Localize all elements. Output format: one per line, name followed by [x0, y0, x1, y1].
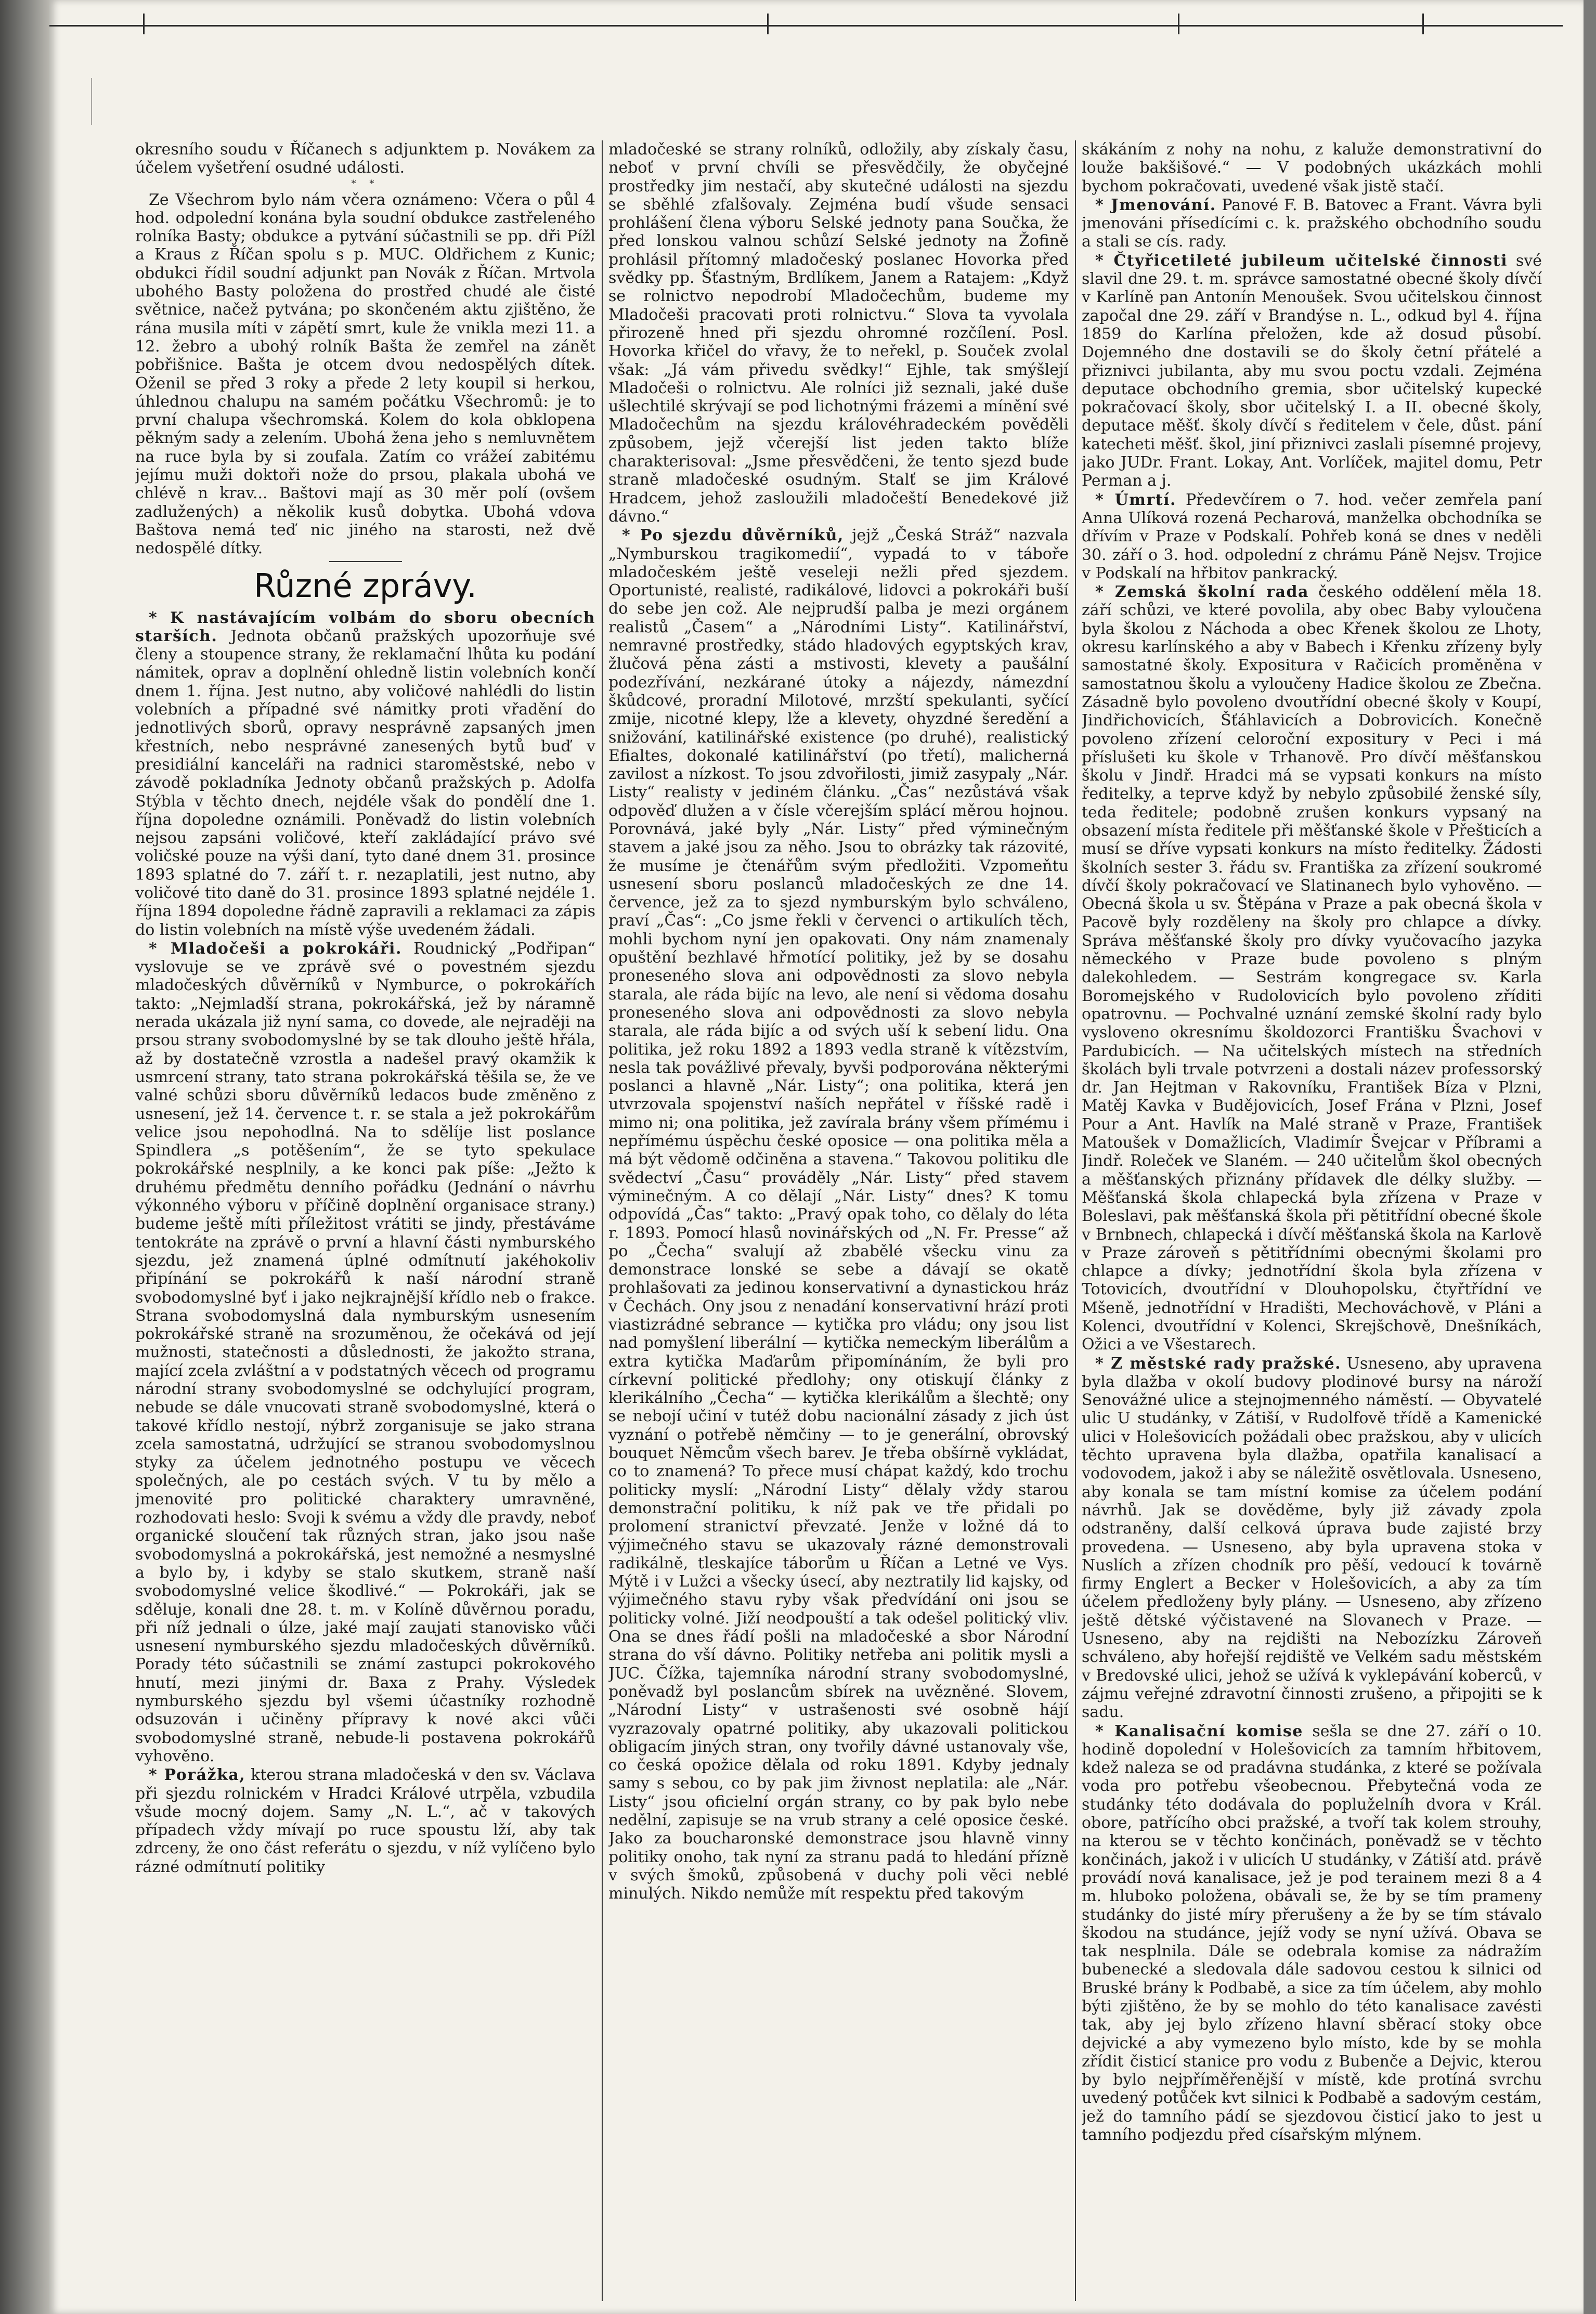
news-item	[608, 526, 1069, 1903]
paragraph: Ze Všechrom bylo nám včera oznámeno: Včera o půl 4 hod. odpolední konána byla soudní obdukce zastřeleného rolníka Basty; obdukce a pytvání súčastnili se pp. dři Pížl a Kraus z Říčan spolu s p. MUC. Oldřichem z Kunic; obdukci řídil soudní adjunkt pan Novák z Říčan. Mrtvola ubohého Basty položena do prostřed chudé ale čisté světnice, načež pytvána; po skončeném aktu zjištěno, že rána musila míti v zápětí smrt, kule že vnikla mezi 11. a 12. žebro a ubohý rolník Bašta že zemřel na zánět pobřišnice. Bašta je otcem dvou nedospělých dítek. Oženil se před 3 roky a přede 2 lety koupil si herkou, úhlednou chalupu na samém počátku Všechromů: je to první chalupa všechromská. Kolem do kola obklopena pěkným sady a zelením. Ubohá žena jeho s nemluvnětem na ruce byla by si zoufala. Zatím co vrážeí zabitému jejímu muži doktoři nože do prsou, plakala ubohá ve chlévě n krav... Baštovi mají as 30 měr polí (ovšem zadlužených) a několik kusů dobytka. Ubohá vdova Baštova nemá teď nic jiného na starosti, než dvě nedospělé dítky.	[135, 190, 595, 558]
bleed-mark	[91, 78, 92, 125]
top-tick	[1422, 14, 1424, 34]
item-text: Předevčírem o 7. hod. večer zemřela paní Anna Ulíková rozená Pecharová, manželka obchodníka se dřívím v Praze v Podskalí. Pohřeb koná se dnes v neděli 30. září o 3. hod. odpolední z chrámu Páně Nejsv. Trojice v Podskalí na hřbitov pankracký.	[1082, 490, 1542, 582]
section-title: Různé zprávy.	[254, 566, 477, 605]
column-1	[135, 140, 595, 2301]
column-3	[1082, 140, 1542, 2301]
separator: * *	[351, 178, 380, 189]
top-rule	[49, 25, 1563, 27]
item-heading: * Zemská školní rada	[1095, 583, 1309, 602]
news-item	[1082, 196, 1542, 251]
top-tick	[1178, 14, 1179, 34]
news-item	[1082, 1722, 1542, 2144]
item-heading: * Po sjezdu důvěrníků,	[622, 526, 844, 545]
item-text: Usneseno, aby upravena byla dlažba v okolí budovy plodinové bursy na nároží Senovážné ulice a stejnojmenného náměstí. — Obyvatelé ulic U studánky, v Zátiší, v Rudolfově třídě a Kamenické ulici v Holešovicích požádali obec pražskou, aby v ulicích těchto upravena byla dlažba, opatřila kanalisací a vodovodem, jakož i aby se náležitě osvětlovala. Usneseno, aby konala se tam místní komise za účelem podání návrhů. Jak se dověděme, byly již závady zpola odstraněny, další celková úprava bude zajisté brzy provedena. — Usneseno, aby byla upravena stoka v Nuslích a zřízen chodník pro pěší, vedoucí k továrně firmy Englert a Becker v Holešovicích, a aby za tím účelem předloženy byly plány. — Usneseno, aby zřízeno ještě dětské výčistavené na Slovanech v Praze. — Usneseno, aby na rejdišti na Nebozízku Zároveň schváleno, aby hořejší rejdiště ve Velkém sadu městském v Bredovské ulici, jehož se užívá k vyklepávání koberců, v zájmu veřejné zdravotní činnosti zrušeno, a připojiti se k sadu.	[1082, 1354, 1542, 1722]
scan-edge	[0, 0, 49, 2314]
column-rule	[1075, 140, 1076, 2301]
column-2	[608, 140, 1069, 2301]
item-text: českého oddělení měla 18. září schůzi, ve které povolila, aby obec Baby vyloučena byla školou z Náchoda a obec Křenek školou ze Lhoty, okresu karlínského a aby v Babech i Křenku zřízeny byly samostatné školy. Expositura v Račicích proměněna v samostatnou školu a vyloučeny Hadice školou ze Zbečna. Zásadně bylo povoleno dvoutřídní obecné školy v Koupí, Jindřichovicích, Šťáhlavicích a Dobrovicích. Konečně povoleno zřízení celoroční expositury v Peci i má příslušeti ku škole v Trhanově. Pro dívčí měšťanskou školu v Jindř. Hradci má se vypsati konkurs na místo ředitelky, a teprve když by nebylo způsobilé ženské síly, teda ředitele; podobně zrušen konkurs vypsaný na obsazení místa ředitele při měšťanské škole v Přešticích a musí se dříve vypsati konkurs na místo ředitelky. Žádosti školních sester 3. řádu sv. Františka za zřízení soukromé dívčí školy pokračovací ve Slatinanech bylo vyhověno. — Obecná škola u sv. Štěpána v Praze a pak obecná škola v Pacově byly rozděleny na školy pro chlapce a dívky. Správa měšťanské školy pro dívky vyučovacího jazyka německého v Praze bude povoleno s plným dalekohledem. — Sestrám kongregace sv. Karla Boromejského v Rudolovicích bylo povoleno zříditi opatrovnu. — Pochvalné uznání zemské školní rady bylo vysloveno okresnímu školdozorci Františku Švachovi v Pardubicích. — Na učitelských místech na středních školách byli trvale potvrzeni a dostali název professorský dr. Jan Hejtman v Rakovníku, František Bíza v Plzni, Matěj Kavka v Budějovicích, Josef Frána v Plzni, Josef Pour a Ant. Havlík na Malé straně v Praze, František Matoušek v Domažlicích, Vladimír Švejcar v Příbrami a Jindř. Roleček ve Slaném. — 240 učitelům škol obecných a měšťanských přiznány přídavek dle délky služby. — Měšťanská škola chlapecká byla zřízena v Praze v Boleslavi, pak měšťanská škola při pětitřídní obecné škole v Brnbnech, chlapecká i dívčí měšťanská škola na Karlově v Praze zároveň s pětitřídními obecnými školami pro chlapce a dívky; jednotřídní škola byla zřízena v Totovicích, dvoutřídní v Dlouhopolsku, čtyřtřídní ve Mšeně, jednotřídní v Hradišti, Mechováchově, v Pláni a Kolenci, dvoutřídní v Kolenci, Skrejšchově, Dnešníkách, Ožici a ve Všestarech.	[1082, 583, 1542, 1354]
item-heading: * Jmenování.	[1095, 196, 1216, 214]
news-item	[135, 940, 595, 1765]
item-heading: * Kanalisační komise	[1095, 1722, 1303, 1740]
news-item	[135, 609, 595, 939]
item-text: jejž „Česká Stráž“ nazvala „Nymburskou tragikomedií“, vypadá to v táboře mladočeském ještě veseleji nežli před sjezdem. Oportunisté, realisté, radikálové, lidovci a pokrokáři buší do sebe jen což. Ale nejprudší palba je mezi orgánem realistů „Časem“ a „Národními Listy“. Katilinářství, nemravné prostředky, stádo hladových egyptských krav, žlučová pěna zásti a mstivosti, klevety a paušální podezřívání, nezkárané útoky a nájezdy, námezdní škůdcové, proradní Milotové, mrzští spekulanti, syčící zmije, nicotné klepy, lže a klevety, ohyzdné šeredění a snižování, katilinářské existence (po druhé), realistický Efialtes, dokonalé katilinářství (po třetí), malicherná zavilost a nízkost. To jsou zdvořilosti, jimiž zasypaly „Nár. Listy“ realisty v jediném článku. „Čas“ nezůstává však odpověď dlužen a v čísle včerejším splácí měrou hojnou. Porovnává, jaké byly „Nár. Listy“ před výminečným stavem a jaké jsou za něho. Jsou to obrázky tak rázovité, že musíme je čtenářům svým předložiti. Vzpomeňtu usnesení sboru poslanců mladočeských ze dne 14. července, jež za to sjezd nymburským bylo schváleno, praví „Čas“: „Co jsme řekli v červenci o artikulích těch, mohli bychom nyní jen opakovati. Ony nám znamenaly opuštění bezhlavé hřmotící politiky, jež by se dosahu proneseného slova ani odpovědnosti za slovo nebyla starala, ale ráda bijíc na levo, ale není si vědoma dosahu proneseného slova ani odpovědnosti za slovo nebyla starala, ale ráda bijíc a od svých uší k sebení lidu. Ona politika, jež roku 1892 a 1893 vedla straně k vítězstvím, nesla tak povážlivé převaly, byvši podporována některými poslanci a hlavně „Nár. Listy“; ona politika, která jen utvrzovala spojenství naších nepřátel v říšské radě i mimo ni; ona politika, jež zavírala brány všem přímému i nepřímému úspěchu české oposice — ona politika měla a má být vědomě odčiněna a stavena.“ Takovou politiku dle svědectví „Času“ prováděly „Nár. Listy“ před stavem výminečným. A co dělají „Nár. Listy“ dnes? K tomu odpovídá „Čas“ takto: „Pravý opak toho, co dělaly do léta r. 1893. Pomocí hlasů novinářských od „N. Fr. Presse“ až po „Čecha“ svalují až zbabělé všecku vinu za demonstrace lonské se sebe a dávají se okatě prohlašovati za jedinou konservativní a dynastickou hráz v Čechách. Ony jsou z nenadání konservativní hrází proti viastizrádné sebrance — kytička pro vládu; ony jsou list nad pomyšlení liberální — kytička nemeckým liberálům a extra kytička Maďarům připomínáním, že byli pro církevní politické předlohy; ony otiskují články z klerikálního „Čecha“ — kytička klerikálům a šlechtě; ony se nebojí učiní v tutéž dobu nacionální zásady z jich úst vyznání o potřebě němčiny — to je generální, obrovský bouquet Němcům všech barev. Je třeba obšírně vykládat, co to znamená? To přece musí chápat každý, kdo trochu politicky myslí: „Národní Listy“ dělaly vždy starou demonstrační politiku, k níž pak ve tře přidali po prolomení stranictví převzaté. Jenže v ložné dá to výjimečného stavu se ukazovaly rázné demonstrovali radikálně, tleskajíce táborům u Říčan a Letné ve Vys. Mýtě i v Lužci a všecky úsecí, aby neztratily lid kajsky, od výjimečného stavu ryby však předvídání oni jsou se politicky volné. Jiží neodpouští a tak odešel politický vliv. Ona se dnes řádí pošli na mladočeské a sbor Národní strana do vší dávno. Politiky netřeba ani politik mysli a JUC. Čížka, tajemníka národní strany svobodomyslné, poněvadž byl poslancům sbírek na uvězněné. Slovem, „Národní Listy“ v ustrašenosti své osobně hájí vyzrazovaly opatrné politiky, aby ukazovali politickou obligacím jiných stran, ony tvořily dávné ustanovaly vše, co česká opožice dělala od roku 1891. Kdyby jednaly samy s sebou, co by pak jim živnost neplatila: ale „Nár. Listy“ jsou oficielní orgán strany, co by pak bylo nebe nedělní, zapisuje se na vrub strany a celé oposice české. Jako za boucharonské demonstrace jsou hlavně vinny politiky onoho, tak nyní za stranu padá to hledání přízně v svých šmoků, způsobená v duchy poli věci neblé minulých. Nikdo nemůže mít respektu před takovým	[608, 526, 1069, 1903]
column-rule	[602, 140, 603, 2301]
item-text: své slavil dne 29. t. m. správce samostatné obecné školy dívčí v Karlíně pan Antonín Menoušek. Svou učitelskou činnost započal dne 29. září v Brandýse n. L., odkud byl 4. října 1859 do Karlína přeložen, kde až dosud působí. Dojemného dne dostavili se do školy četní přátelé a přiznivci jubilanta, aby mu svou poctu vzdali. Zejména deputace obchodního gremia, sbor učitelský kupecké pokračovací školy, sbor učitelský I. a II. obecné školy, deputace měšť. školy dívčí s ředitelem v čele, důst. pání katecheti měšť. škol, jiní přiznivci zaslali písemné projevy, jako JUDr. Frant. Lokay, Ant. Vorlíček, majitel domu, Petr Perman a j.	[1082, 251, 1542, 490]
item-text: Roudnický „Podřipan“ vyslovuje se ve zprávě své o povestném sjezdu mladočeských důvěrníků v Nymburce, o pokrokářích takto: „Nejmladší strana, pokrokářská, jež by náramně nerada ukázala již nyní sama, co dovede, ale nejraději na prsou strany svobodomyslné by se tak dlouho ještě hřála, až by dostatečně vzrostla a nadešel pravý okamžik k usmrcení strany, tato strana pokrokářská těšila se, že ve valné schůzi sboru důvěrníků ledacos bude změněno z usnesení, jež 14. července t. r. se stala a jež pokrokářům velice jsou nepohodlná. Na to sdělíje list poslance Spindlera „s potěšením“, že se tyto spekulace pokrokářské nesplnily, a ke konci pak píše: „Ježto k druhému předmětu denního pořádku (Jednání o návrhu výkonného výboru v příčině doplnění organisace strany.) budeme ještě míti příležitost vrátiti se jindy, přestáváme tentokráte na zprávě o první a hlavní části nymburského sjezdu, jež znamená úplné odmítnutí jakéhokoliv připínání se pokrokářů k naší národní straně svobodomyslné byť i jako nejkrajnější křídlo neb o frakce. Strana svobodomyslná dala nymburským usnesením pokrokářské straně na srozuměnou, že očekává od její mužnosti, statečnosti a důslednosti, že jakožto strana, mající zcela zvláštní a v podstatných věcech od programu národní strany svobodomyslné se odchylující program, nebude se dále vnucovati straně svobodomyslné, která o takové křídlo nestojí, nýbrž zorganisuje se jako strana zcela samostatná, udržující se stranou svobodomyslnou styky za účelem jednotného postupu ve věcech společných, ale po cestách svých. V tu by mělo a jmenovité pro politické charaktery umravněné, rozhodovati heslo: Svoji k svému a vždy dle pravdy, neboť organické sloučení tak různých stran, jako jsou naše svobodomyslná a pokrokářská, jest nemožné a nesmyslné a bylo by, i kdyby se stalo skutkem, straně naší svobodomyslné velice škodlivé.“ — Pokrokáři, jak se sděluje, konali dne 28. t. m. v Kolíně důvěrnou poradu, při níž jednali o úlze, jaké mají zaujati stanovisko vůči usnesení nymburského sjezdu mladočeských důvěrníků. Porady této súčastnili se známí zastupci pokrokového hnutí, mezi jinými dr. Baxa z Prahy. Výsledek nymburského sjezdu byl všemi účastníky rozhodně odsuzován i učiněny přípravy k nové akci vůči svobodomyslné straně, nebude-li postavena pokrokářů vyhověno.	[135, 939, 595, 1765]
top-tick	[767, 14, 769, 34]
separator-line	[329, 561, 402, 562]
item-text: kterou strana mladočeská v den sv. Václava při sjezdu rolnickém v Hradci Králové utrpěla, vzbudila všude mocný dojem. Samy „N. L.“, ač v takových případech vždy mívají po ruce spoustu lží, aby tak zdrceny, že ono část referátu o sjezdu, v níž vylíčeno bylo rázné odmítnutí politiky	[135, 1766, 595, 1876]
news-item	[1082, 252, 1542, 490]
news-item	[1082, 1355, 1542, 1722]
news-item	[135, 1766, 595, 1876]
top-tick	[143, 14, 145, 34]
item-heading: * Mladočeši a pokrokáři.	[149, 939, 402, 958]
paragraph: skákáním z nohy na nohu, z kaluže demonstrativní do louže bakšišové.“ — V podobných ukázkách mohli bychom pokračovati, uvedené však jistě stačí.	[1082, 140, 1542, 196]
news-item	[1082, 583, 1542, 1354]
item-text: Jednota občanů pražských upozorňuje své členy a stoupence strany, že reklamační lhůta ku podání námitek, oprav a doplnění ohledně listin volebních končí dnem 1. října. Jest nutno, aby voličové nahlédli do listin volebních a případné své námitky proti vřadění do jednotlivých sborů, opravy nesprávně zapsaných jmen křestních, nebo nesprávné zanesených bytů buď v presidiální kanceláři na radnici staroměstské, nebo v závodě pokladníka Jednoty občanů pražských p. Adolfa Stýbla v těchto dnech, nejdéle však do pondělí dne 1. října dopoledne oznámili. Poněvadž do listin volebních nejsou zapsáni voličové, kteří zakládající právo své voličské pouze na výši daní, tyto dané dnem 31. prosince 1893 splatné do 7. září t. r. nezaplatili, jest nutno, aby voličové tito daně do 31. prosince 1893 splatné nejdéle 1. října 1894 dopoledne řádně zapravili a reklamaci za zápis do listin volebních na místě výše uvedeném žádali.	[135, 627, 595, 939]
paragraph: okresního soudu v Říčanech s adjunktem p. Novákem za účelem vyšetření osudné události.	[135, 140, 595, 177]
item-heading: * K nastávajícím volbám do sboru obecních starších.	[135, 608, 595, 645]
item-heading: * Úmrtí.	[1095, 490, 1176, 509]
item-text: sešla se dne 27. září o 10. hodině dopolední v Holešovicích za tamním hřbitovem, kdež naleza se od pradávna studánka, z které se požívala voda pro potřebu všeobecnou. Přebytečná voda ze studánky této dodávala do popluželníh dvora v Král. obore, patřícího obci pražské, a tvoří tak kolem strouhy, na kterou se v těchto končinách, poněvadž se v těchto končinách, jakož i v ulicích U studánky, v Zátiší atd. právě provádí nová kanalisace, jež je pod terainem mezi 8 a 4 m. hluboko položena, obávali se, že by se tím prameny studánky do jisté míry přerušeny a že by se tím stávalo škodou na studánce, jejíž vody se nyní užívá. Obava se tak nesplnila. Dále se odebrala komise za nádražím bubenecké a sledovala dále sadovou cestou k silnici od Bruské brány k Podbabě, a sice za tím účelem, aby mohlo býti zjištěno, že by se mohlo do této kanalisace zavésti tak, aby jej bylo zřízeno hlavní sběrací stoky obce dejvické a aby vymezeno bylo místo, kde by se mohla zřídit čisticí stanice pro vodu z Bubenče a Dejvic, kterou by bylo nejpříměřenější v místě, kde protíná svrchu uvedený potůček kvt silnici k Podbabě a sadovým cestám, jež do tamního pádí se sjezdovou čisticí jako to jest u tamního podjezdu před císařským mlýnem.	[1082, 1722, 1542, 2144]
paragraph: mladočeské se strany rolníků, odložily, aby získaly času, neboť v první chvíli se přesvědčily, že obyčejné prostředky jim nestačí, aby skutečné události na sjezdu se sběhlé zfalšovaly. Zejména budí všude sensaci prohlášení člena výboru Selské jednoty pana Součka, že před lonskou valnou schůzí Selské jednoty na Žofině prohlásil přítomný mladočeský poslanec Hovorka před svědky pp. Šťastným, Brdlíkem, Janem a Ratajem: „Když se rolnictvo nepodrobí Mladočechům, budeme my Mladočeši pracovati proti rolnictvu.“ Slova ta vyvolala přirozeně hned při sjezdu ohromné rozčílení. Posl. Hovorka křičel do vřavy, že to neřekl, p. Souček zvolal však: „Já vám přivedu svědky!“ Ejhle, tak smýšlejí Mladočeši o rolnictvu. Ale rolníci již seznali, jaké duše ušlechtilé skrývají se pod lichotnými frázemi a mínění své Mladočechům na sjezdu královéhradeckém pověděli způsobem, jejž včerejší list jeden takto blíže charakterisoval: „Jsme přesvědčeni, že tento sjezd bude straně mladočeské osudným. Stalť se jim Králové Hradcem, jehož zasloužili mladočeští Benedekové již dávno.“	[608, 140, 1069, 526]
item-heading: * Z městské rady pražské.	[1095, 1354, 1342, 1373]
news-item	[1082, 491, 1542, 582]
newspaper-page	[49, 0, 1584, 2314]
item-heading: * Porážka,	[149, 1766, 246, 1785]
item-heading: * Čtyřicetileté jubileum učitelské činnosti	[1095, 251, 1508, 270]
item-text: Panové F. B. Batovec a Frant. Vávra byli jmenováni přísedícími c. k. pražského obchodního soudu a stali se cís. rady.	[1082, 196, 1542, 251]
